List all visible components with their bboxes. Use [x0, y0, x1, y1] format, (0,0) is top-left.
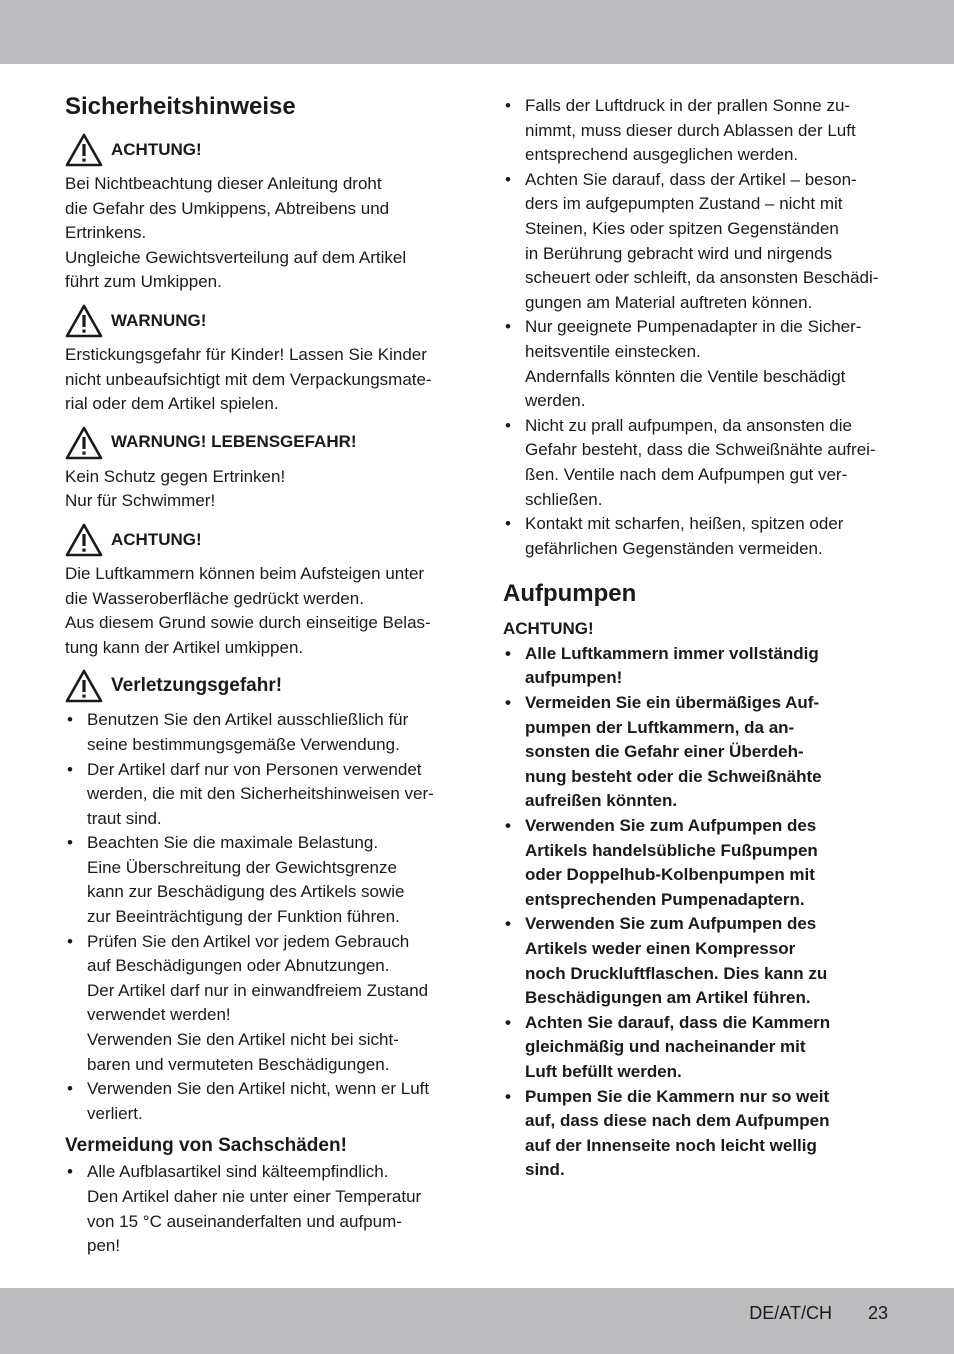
text-line: sind. [525, 1160, 565, 1180]
text-line: Beschädigungen am Artikel führen. [525, 988, 811, 1008]
text-line: werden. [525, 391, 586, 411]
text-line: Luft befüllt werden. [525, 1061, 682, 1081]
text-line: zur Beeinträchtigung der Funktion führen. [87, 907, 400, 927]
list-item [65, 1160, 455, 1258]
text-line: Ertrinkens. [65, 223, 147, 243]
property-damage-list [65, 1160, 455, 1258]
warning-label: WARNUNG! LEBENSGEFAHR! [111, 432, 357, 452]
text-line: Artikels handelsübliche Fußpumpen [525, 840, 818, 860]
text-line: nicht unbeaufsichtigt mit dem Verpackungsmate- [65, 369, 432, 389]
text-line: Artikels weder einen Kompressor [525, 939, 796, 958]
warning-text-1 [65, 172, 455, 295]
text-line: Der Artikel darf nur in einwandfreiem Zustand [87, 980, 429, 1000]
text-line: • Alle Luftkammern immer vollständig [525, 643, 819, 663]
continued-list [503, 94, 898, 561]
list-item [65, 1077, 455, 1126]
text-line: Erstickungsgefahr für Kinder! Lassen Sie Kinder [65, 344, 427, 364]
text-line: Bei Nichtbeachtung dieser Anleitung droht [65, 174, 382, 193]
text-line: Ungleiche Gewichtsverteilung auf dem Artikel [65, 247, 407, 267]
list-item [503, 691, 898, 814]
list-item [503, 1085, 898, 1183]
list-item [503, 315, 898, 413]
text-line: nung besteht oder die Schweißnähte [525, 766, 822, 786]
caution-label: ACHTUNG! [503, 619, 594, 639]
text-line: • Der Artikel darf nur von Personen verwendet [87, 759, 422, 779]
warning-label: Verletzungsgefahr! [111, 675, 283, 697]
list-item [65, 831, 455, 929]
warning-triangle-icon [65, 426, 103, 460]
text-line: in Berührung gebracht wird und nirgends [525, 243, 833, 263]
section-title-safety: Sicherheitshinweise [65, 93, 296, 120]
text-line: Eine Überschreitung der Gewichtsgrenze [87, 857, 397, 877]
text-line: Den Artikel daher nie unter einer Temperatur [87, 1187, 422, 1206]
text-line: entsprechenden Pumpenadaptern. [525, 889, 805, 909]
text-line: aufpumpen! [525, 668, 623, 688]
text-line: führt zum Umkippen. [65, 272, 222, 292]
warning-label: WARNUNG! [111, 310, 207, 330]
warning-achtung-2 [65, 522, 455, 558]
list-item [503, 814, 898, 912]
text-line: pen! [87, 1236, 121, 1256]
text-line: sonsten die Gefahr einer Überdeh- [525, 742, 804, 762]
warning-text-4 [65, 562, 455, 660]
warning-lebensgefahr [65, 425, 455, 461]
text-line: pumpen der Luftkammern, da an- [525, 717, 795, 737]
list-item [503, 512, 898, 561]
text-line: • Nur geeignete Pumpenadapter in die Sicher- [525, 317, 862, 337]
injury-list [65, 708, 455, 1126]
list-item [503, 168, 898, 316]
text-line: schließen. [525, 489, 603, 509]
text-line: • Kontakt mit scharfen, heißen, spitzen oder [525, 514, 844, 534]
text-line: rial oder dem Artikel spielen. [65, 394, 279, 414]
text-line: gefährlichen Gegenständen vermeiden. [525, 538, 823, 558]
text-line: gleichmäßig und nacheinander mit [525, 1037, 806, 1057]
list-item [503, 912, 898, 1010]
list-item [503, 414, 898, 512]
text-line: Aus diesem Grund sowie durch einseitige Belas- [65, 613, 431, 633]
text-line: tung kann der Artikel umkippen. [65, 637, 304, 657]
text-line: • Alle Aufblasartikel sind kälteempfindlich. [87, 1162, 389, 1182]
text-line: baren und vermuteten Beschädigungen. [87, 1054, 390, 1074]
text-line: nimmt, muss dieser durch Ablassen der Luft [525, 120, 856, 140]
warning-achtung-1 [65, 132, 455, 168]
list-item [503, 1011, 898, 1085]
text-line: seine bestimmungsgemäße Verwendung. [87, 734, 400, 754]
text-line: • Verwenden Sie den Artikel nicht, wenn er Luft [87, 1079, 430, 1099]
text-line: • Prüfen Sie den Artikel vor jedem Gebrauch [87, 931, 410, 951]
text-line: Andernfalls könnten die Ventile beschädigt [525, 366, 846, 386]
text-line: Verwenden Sie den Artikel nicht bei sicht- [87, 1030, 399, 1050]
warning-triangle-icon [65, 304, 103, 338]
text-line: Die Luftkammern können beim Aufsteigen unter [65, 563, 425, 583]
right-column [503, 94, 898, 1183]
text-line: • Vermeiden Sie ein übermäßiges Auf- [525, 693, 820, 713]
list-item [503, 94, 898, 168]
text-line: • Verwenden Sie zum Aufpumpen des [525, 816, 817, 836]
text-line: • Nicht zu prall aufpumpen, da ansonsten die [525, 415, 852, 435]
section-title-inflating: Aufpumpen [503, 580, 637, 608]
header-bar [0, 0, 954, 64]
text-line: • Pumpen Sie die Kammern nur so weit [525, 1086, 830, 1106]
warning-verletzungsgefahr [65, 668, 455, 704]
text-line: aufreißen könnten. [525, 791, 678, 811]
text-line: auf der Innenseite noch leicht wellig [525, 1135, 817, 1155]
text-line: heitsventile einstecken. [525, 341, 701, 361]
list-item [503, 642, 898, 691]
text-line: verliert. [87, 1103, 143, 1123]
text-line: die Wasseroberfläche gedrückt werden. [65, 588, 364, 608]
warning-warnung [65, 303, 455, 339]
subsection-title-property-damage: Vermeidung von Sachschäden! [65, 1135, 347, 1157]
text-line: verwendet werden! [87, 1005, 231, 1025]
text-line: • Benutzen Sie den Artikel ausschließlich für [87, 710, 409, 730]
warning-label: ACHTUNG! [111, 139, 202, 159]
footer-region: DE/AT/CH [749, 1303, 832, 1323]
text-line: scheuert oder schleift, da ansonsten Beschädi- [525, 268, 879, 288]
text-line: entsprechend ausgeglichen werden. [525, 145, 799, 165]
text-line: • Beachten Sie die maximale Belastung. [87, 833, 379, 853]
text-line: oder Doppelhub-Kolbenpumpen mit [525, 865, 815, 885]
warning-text-2 [65, 343, 455, 417]
text-line: • Achten Sie darauf, dass die Kammern [525, 1012, 831, 1032]
text-line: Gefahr besteht, dass die Schweißnähte aufrei- [525, 440, 876, 460]
text-line: noch Druckluftflaschen. Dies kann zu [525, 963, 828, 983]
text-line: ßen. Ventile nach dem Aufpumpen gut ver- [525, 464, 848, 484]
text-line: • Falls der Luftdruck in der prallen Sonne zu- [525, 96, 851, 115]
warning-triangle-icon [65, 133, 103, 167]
text-line: traut sind. [87, 808, 162, 828]
text-line: • Achten Sie darauf, dass der Artikel – beson- [525, 169, 857, 189]
warning-triangle-icon [65, 669, 103, 703]
text-line: gungen am Material auftreten können. [525, 292, 813, 312]
list-item [65, 758, 455, 832]
footer [0, 1303, 888, 1324]
text-line: • Verwenden Sie zum Aufpumpen des [525, 914, 817, 934]
page-number: 23 [867, 1303, 888, 1323]
warning-triangle-icon [65, 523, 103, 557]
list-item [65, 930, 455, 1078]
inflating-list [503, 642, 898, 1183]
warning-text-3 [65, 465, 455, 514]
text-line: kann zur Beschädigung des Artikels sowie [87, 882, 405, 902]
list-item [65, 708, 455, 757]
text-line: Nur für Schwimmer! [65, 491, 216, 511]
text-line: von 15 °C auseinanderfalten und aufpum- [87, 1211, 402, 1231]
text-line: ders im aufgepumpten Zustand – nicht mit [525, 194, 843, 214]
text-line: Kein Schutz gegen Ertrinken! [65, 466, 286, 486]
text-line: Steinen, Kies oder spitzen Gegenständen [525, 218, 839, 238]
text-line: werden, die mit den Sicherheitshinweisen ver- [87, 784, 434, 804]
warning-label: ACHTUNG! [111, 529, 202, 549]
text-line: auf, dass diese nach dem Aufpumpen [525, 1111, 830, 1131]
text-line: die Gefahr des Umkippens, Abtreibens und [65, 198, 390, 218]
text-line: auf Beschädigungen oder Abnutzungen. [87, 956, 390, 976]
left-column [65, 92, 455, 1259]
